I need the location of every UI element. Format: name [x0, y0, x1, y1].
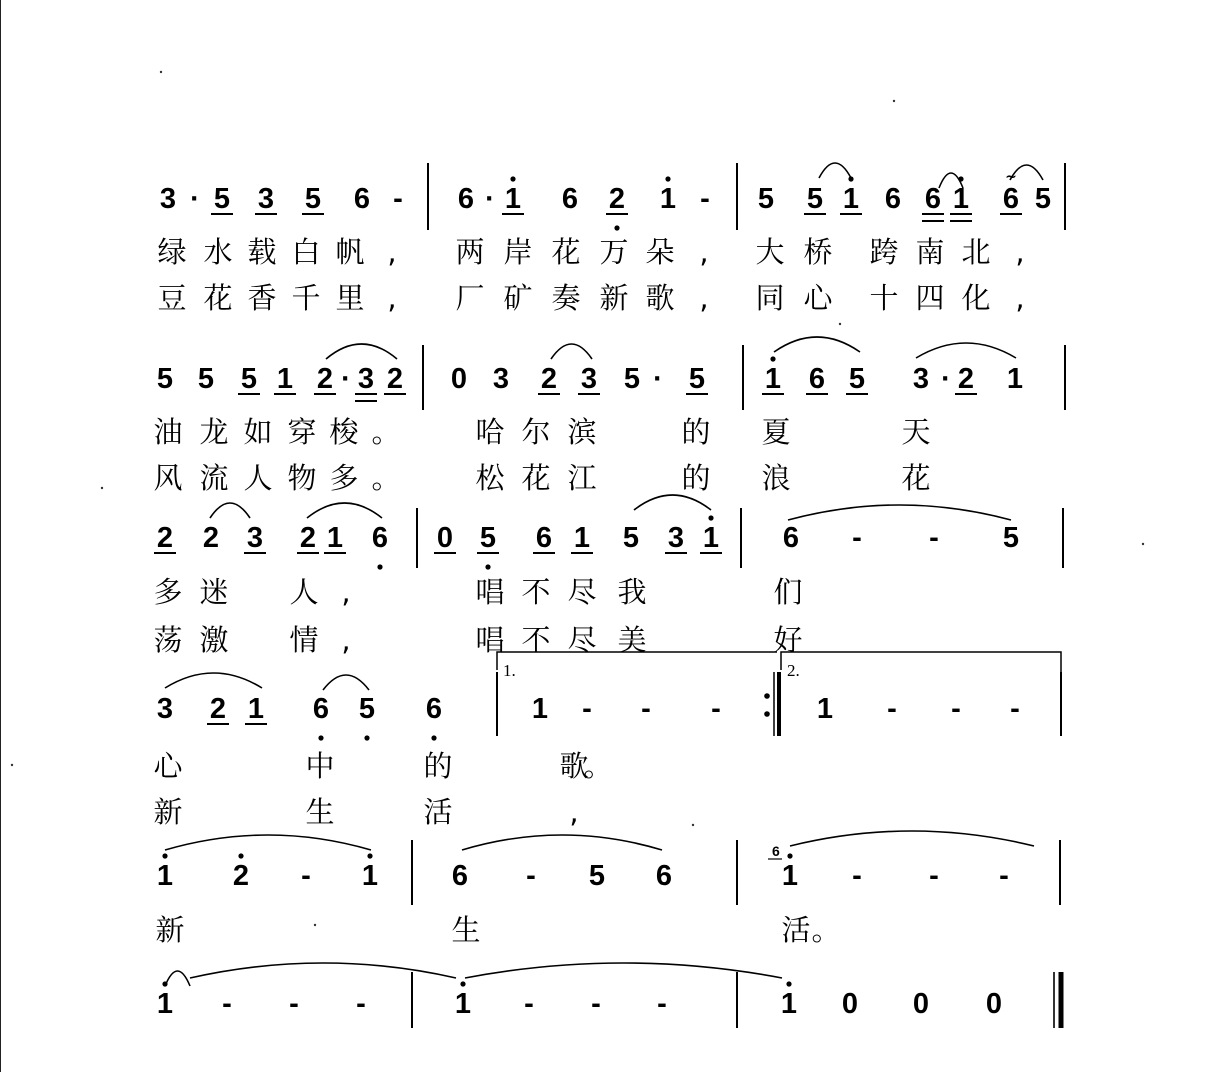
note-digit: 2 [540, 363, 558, 395]
note-digit: 0 [450, 363, 468, 395]
lyric-char: 人 [289, 575, 319, 609]
lyric-char: 情 [289, 623, 319, 657]
note-digit: 5 [806, 183, 824, 215]
note-digit: 1 [764, 363, 782, 395]
lyric-char: 绿 [157, 235, 187, 269]
dash-sustain: - [711, 693, 721, 725]
note-digit: 1 [573, 522, 591, 554]
lyric-char: 花 [551, 235, 581, 269]
dash-sustain: - [356, 988, 366, 1020]
lyric-char: 油 [153, 415, 183, 449]
lyric-char: 歌 [559, 749, 589, 783]
note-digit: 1 [326, 522, 344, 554]
note-digit: 2 [957, 363, 975, 395]
lyric-char: 不 [521, 575, 551, 609]
lyric-char: 激 [199, 623, 229, 657]
octave-dot-high [460, 981, 465, 986]
note-digit: 5 [213, 183, 231, 215]
lyric-char: 厂 [455, 281, 485, 315]
lyric-char: 活 [423, 795, 453, 829]
slur [774, 337, 860, 352]
slur [788, 505, 1011, 520]
lyric-char: 桥 [803, 235, 833, 269]
dash-sustain: - [289, 988, 299, 1020]
lyric-char: 风 [153, 461, 183, 495]
note-digit: 6 [312, 693, 330, 725]
note-digit: 6 [808, 363, 826, 395]
volta-label-1: 1. [503, 661, 516, 680]
score-row [153, 652, 1061, 829]
augmentation-dot: · [653, 363, 663, 395]
lyric-char: 尽 [567, 575, 597, 609]
lyric-char: 天 [901, 415, 931, 449]
octave-dot-high [510, 176, 515, 181]
lyric-char: 。 [371, 415, 401, 449]
lyric-char: 龙 [199, 415, 229, 449]
note-digit: 0 [912, 988, 930, 1020]
note-digit: 1 [361, 860, 379, 892]
lyric-char: 唱 [475, 623, 505, 657]
note-digit: 3 [156, 693, 174, 725]
lyric-char: , [1015, 281, 1025, 315]
augmentation-dot: · [341, 363, 351, 395]
slur [165, 971, 190, 986]
lyric-char: 生 [305, 795, 335, 829]
note-digit: 2 [299, 522, 317, 554]
dash-sustain: - [641, 693, 651, 725]
lyric-char: 豆 [157, 281, 187, 315]
slur [326, 344, 397, 359]
lyric-char: 美 [617, 623, 647, 657]
note-digit: 3 [492, 363, 510, 395]
note-digit: 1 [156, 988, 174, 1020]
lyric-char: 水 [203, 235, 233, 269]
lyric-char: 生 [451, 913, 481, 947]
slur [634, 495, 711, 510]
note-digit: 1 [952, 183, 970, 215]
score-row [157, 163, 1065, 315]
note-digit: 2 [209, 693, 227, 725]
slur [551, 344, 592, 359]
lyric-char: 奏 [551, 281, 581, 315]
lyric-char: 浪 [761, 461, 791, 495]
octave-dot-high [770, 356, 775, 361]
lyric-char: 们 [773, 575, 803, 609]
note-digit: 1 [659, 183, 677, 215]
lyric-char: 我 [617, 575, 647, 609]
lyric-char: 梭 [329, 415, 359, 449]
note-digit: 6 [353, 183, 371, 215]
lyric-char: 的 [423, 749, 453, 783]
note-digit: 5 [848, 363, 866, 395]
lyric-char: 活 [781, 913, 811, 947]
lyric-char: 如 [243, 415, 273, 449]
lyric-char: 岸 [503, 235, 533, 269]
lyric-char: 哈 [475, 415, 505, 449]
scan-speck [839, 323, 841, 325]
lyric-char: 流 [199, 461, 229, 495]
note-digit: 0 [985, 988, 1003, 1020]
lyric-char: 里 [335, 281, 365, 315]
volta-label-2: 2. [787, 661, 800, 680]
lyric-char: 千 [291, 281, 321, 315]
lyric-char: 跨 [869, 235, 899, 269]
note-digit: 5 [197, 363, 215, 395]
slur [307, 503, 382, 518]
dash-sustain: - [591, 988, 601, 1020]
lyric-char: , [387, 281, 397, 315]
lyric-char: 多 [329, 461, 359, 495]
lyric-char: , [341, 575, 351, 609]
note-digit: 2 [202, 522, 220, 554]
octave-dot-high [708, 515, 713, 520]
scan-speck [893, 100, 895, 102]
lyric-char: 花 [203, 281, 233, 315]
note-digit: 1 [276, 363, 294, 395]
lyric-char: 人 [243, 461, 273, 495]
lyric-char: 多 [153, 575, 183, 609]
lyric-char: 花 [521, 461, 551, 495]
lyric-char: 穿 [287, 415, 317, 449]
lyric-char: 南 [915, 235, 945, 269]
lyric-char: 的 [681, 415, 711, 449]
dash-sustain: - [887, 693, 897, 725]
note-digit: 3 [159, 183, 177, 215]
dash-sustain: - [929, 860, 939, 892]
slur [462, 835, 662, 850]
dash-sustain: - [852, 860, 862, 892]
note-digit: 5 [588, 860, 606, 892]
lyric-char: 的 [681, 461, 711, 495]
score-row [153, 337, 1065, 495]
note-digit: 3 [246, 522, 264, 554]
note-digit: 2 [608, 183, 626, 215]
dash-sustain: - [700, 183, 710, 215]
lyric-char: 江 [567, 461, 597, 495]
slur [190, 963, 456, 978]
lyric-char: 四 [915, 281, 945, 315]
note-digit: 0 [436, 522, 454, 554]
lyric-char: 矿 [503, 281, 533, 315]
lyric-char: 滨 [567, 415, 597, 449]
lyric-char: 北 [961, 235, 991, 269]
note-digit: 6 [425, 693, 443, 725]
lyric-char: , [387, 235, 397, 269]
note-digit: 1 [842, 183, 860, 215]
score-row [157, 963, 1061, 1028]
note-digit: 5 [1002, 522, 1020, 554]
octave-dot-high [786, 981, 791, 986]
note-digit: 6 [371, 522, 389, 554]
note-digit: 1 [531, 693, 549, 725]
slur [165, 835, 371, 850]
note-digit: 6 [1002, 183, 1020, 215]
slur [165, 673, 262, 688]
octave-dot-low [485, 564, 490, 569]
slur [790, 831, 1034, 846]
lyric-char: 中 [305, 749, 335, 783]
note-digit: 6 [561, 183, 579, 215]
lyric-char: , [341, 623, 351, 657]
note-digit: 3 [667, 522, 685, 554]
lyric-char: , [569, 795, 579, 829]
lyric-char: 化 [961, 281, 991, 315]
dash-sustain: - [222, 988, 232, 1020]
scan-speck [160, 71, 162, 73]
octave-dot-low [431, 735, 436, 740]
lyric-char: 十 [869, 281, 899, 315]
slur [819, 163, 851, 178]
note-digit: 6 [457, 183, 475, 215]
note-digit: 5 [479, 522, 497, 554]
lyric-char: 两 [455, 235, 485, 269]
lyric-char: , [1015, 235, 1025, 269]
lyric-char: 。 [371, 461, 401, 495]
octave-dot-low [377, 564, 382, 569]
note-digit: 3 [357, 363, 375, 395]
note-digit: 5 [304, 183, 322, 215]
octave-dot-high [162, 853, 167, 858]
slur [465, 963, 782, 978]
octave-dot-high [367, 853, 372, 858]
note-digit: 6 [655, 860, 673, 892]
lyric-char: 物 [287, 461, 317, 495]
lyric-char: 歌 [645, 281, 675, 315]
score-row [153, 495, 1063, 657]
note-digit: 6 [924, 183, 942, 215]
dash-sustain: - [301, 860, 311, 892]
scan-speck [101, 487, 103, 489]
note-digit: 5 [688, 363, 706, 395]
lyric-char: 香 [247, 281, 277, 315]
note-digit: 5 [156, 363, 174, 395]
note-digit: 0 [841, 988, 859, 1020]
note-digit: 5 [240, 363, 258, 395]
dash-sustain: - [524, 988, 534, 1020]
note-digit: 6 [782, 522, 800, 554]
octave-dot-high [665, 176, 670, 181]
dash-sustain: - [1010, 693, 1020, 725]
augmentation-dot: · [485, 183, 495, 215]
note-digit: 1 [780, 988, 798, 1020]
note-digit: 3 [580, 363, 598, 395]
grace-note: 6 [772, 843, 780, 859]
note-digit: 1 [1006, 363, 1024, 395]
note-digit: 5 [623, 363, 641, 395]
note-digit: 3 [257, 183, 275, 215]
octave-dot-low [364, 735, 369, 740]
score-row [155, 831, 1060, 947]
lyric-char: 新 [155, 913, 185, 947]
trill-mark: ~ [1005, 169, 1017, 185]
lyric-char: 尽 [567, 623, 597, 657]
dash-sustain: - [951, 693, 961, 725]
augmentation-dot: · [190, 183, 200, 215]
lyric-char: 荡 [153, 623, 183, 657]
slur [210, 503, 250, 518]
note-digit: 1 [781, 860, 799, 892]
scan-speck [11, 764, 13, 766]
dash-sustain: - [657, 988, 667, 1020]
lyric-char: 大 [755, 235, 785, 269]
lyric-char: 心 [153, 749, 183, 783]
octave-dot-high [787, 853, 792, 858]
scan-speck [1142, 543, 1144, 545]
note-digit: 5 [757, 183, 775, 215]
lyric-char: 载 [247, 235, 277, 269]
lyric-char: 。 [583, 749, 613, 783]
note-digit: 6 [884, 183, 902, 215]
dash-sustain: - [852, 522, 862, 554]
octave-dot-low [318, 735, 323, 740]
note-digit: 5 [622, 522, 640, 554]
lyric-char: 万 [599, 235, 629, 269]
scan-speck [692, 824, 694, 826]
note-digit: 1 [702, 522, 720, 554]
lyric-char: 好 [773, 623, 803, 657]
lyric-char: 白 [291, 235, 321, 269]
lyric-char: 。 [811, 913, 841, 947]
lyric-char: 尔 [521, 415, 551, 449]
lyric-char: 新 [153, 795, 183, 829]
lyric-char: 不 [521, 623, 551, 657]
note-digit: 2 [156, 522, 174, 554]
dash-sustain: - [999, 860, 1009, 892]
note-digit: 1 [156, 860, 174, 892]
note-digit: 1 [247, 693, 265, 725]
note-digit: 1 [504, 183, 522, 215]
repeat-dot [764, 693, 770, 699]
note-digit: 2 [316, 363, 334, 395]
lyric-char: 夏 [761, 415, 791, 449]
note-digit: 1 [454, 988, 472, 1020]
dash-sustain: - [929, 522, 939, 554]
dash-sustain: - [526, 860, 536, 892]
lyric-char: 心 [803, 281, 833, 315]
lyric-char: , [699, 235, 709, 269]
lyric-char: 松 [475, 461, 505, 495]
note-digit: 5 [1034, 183, 1052, 215]
lyric-char: , [699, 281, 709, 315]
lyric-char: 新 [599, 281, 629, 315]
slur [323, 675, 369, 690]
lyric-char: 同 [755, 281, 785, 315]
volta-bracket-2 [781, 652, 1061, 672]
augmentation-dot: · [941, 363, 951, 395]
note-digit: 1 [816, 693, 834, 725]
octave-dot-low [614, 225, 619, 230]
lyric-char: 迷 [199, 575, 229, 609]
note-digit: 5 [358, 693, 376, 725]
note-digit: 6 [451, 860, 469, 892]
note-digit: 3 [912, 363, 930, 395]
repeat-dot [764, 711, 770, 717]
dash-sustain: - [582, 693, 592, 725]
slur [916, 343, 1016, 358]
note-digit: 6 [535, 522, 553, 554]
lyric-char: 朵 [645, 235, 675, 269]
dash-sustain: - [393, 183, 403, 215]
lyric-char: 唱 [475, 575, 505, 609]
note-digit: 2 [386, 363, 404, 395]
octave-dot-high [238, 853, 243, 858]
note-digit: 2 [232, 860, 250, 892]
scan-speck [314, 924, 316, 926]
lyric-char: 帆 [335, 235, 365, 269]
lyric-char: 花 [901, 461, 931, 495]
